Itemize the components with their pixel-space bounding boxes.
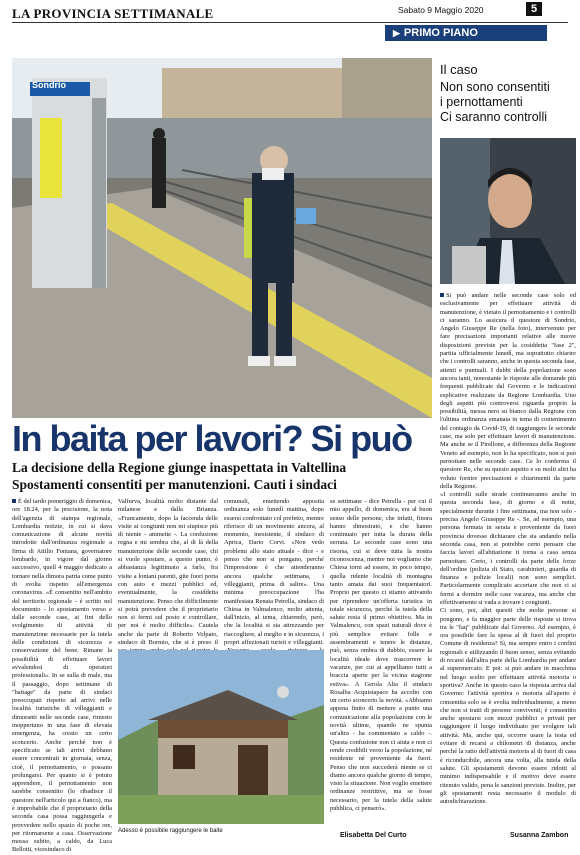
headline: In baita per lavori? Si può (12, 418, 412, 459)
baita-photo (118, 650, 324, 824)
station-sign: Sondrio (32, 80, 66, 90)
sidebar-title-line: i pernottamenti (440, 95, 523, 109)
sidebar-body (440, 292, 576, 832)
arrow-right-icon: ▶ (393, 28, 400, 38)
sidebar-paragraph: Ci sono, poi, altri quesiti che molte persone si pongono, e fa maggior parte delle risposte si trova tra le "faq" pubblicate dal Governo. Ad esempio, è ora possibile fare la spesa al di fuori del proprio Comune di residenza? Sì, ma sempre entro i confini regionali e utilizzando il buon senso, senza evitando di recarsi dall'altra parte della Lombardia per andare al supermercato. E poi: si può andare in macchina nel luogo scelto per effettuare attività motoria o sportiva? Anche in questo caso la risposta arriva dal Governo: l'attività sportiva o motoria all'aperto è consentita solo se è svolta individualmente, a meno che non si tratti di persone conviventi; è consentito anche spostarsi con mezzi pubblici o privati per raggiungere il luogo individuato per svolgere tali attività. Ma, anche qui, occorre usare la testa ed evitare di recarsi a chilometri di distanza, anche perché la ratio dell'attività motoria al di fuori di casa è riconducibile, ancora una volta, alla tutela della salute. Gli spostamenti devono essere ridotti al minimo indispensabile e il motivo deve essere ritenuto valido, pena le sanzioni previste. Inoltre, per gli spostamenti resta necessario il modulo di autodichiarazione. (440, 607, 576, 806)
station-scene (12, 58, 432, 418)
subhead-line: Spostamenti consentiti per manutenzioni. Cauti i sindaci (12, 477, 337, 492)
article-text: se settimane - dice Petrella - per cui il mio appello, di domenica, era al buon senso delle persone, che infatti, finora hanno dimostrato, e che hanno continuato per tutta la durata della serrata. Le seconde case sono una risorsa, cui si deve tutta la nostra riconoscenza, mentre noi vogliamo che Chiesa torni ad essere, in poco tempo, quella ridente località di montagna tanto amata dai suoi frequentatori. Proprio per questo ci stiamo attivando per riprendere un'offerta turistica in totale sicurezza, perché la tutela della salute resta il primo obiettivo. Ma in Valmalenco, con spazi naturali dove è più semplice evitare folle e assembramenti e tenere le distanze, può, senza ombra di dubbio, essere la località ideale dove trascorrere le vacanze, per cui ai appelliamo tutti a braccia aperte per la vicina stagione estiva». A Gerola Alta il sindaco Rosalba Acquistapace ha accolto con un certo sconcerto la novità. «Abbiamo appena finito di mettere a punto una comunicazione alla popolazione con le novità ultime, quando ne spunta un'altra - ha commentato a caldo -. Questa confusione non ci aiuta e non ci rende credibili verso la popolazione, né residente né proveniente da fuori. Penso che non succederà niente se ci diamo ancora qualche giorno di tempo, visto la situazione. Non voglio emettere ordinanze restrittive, ma se fosse necessario, per la tutela della salute pubblica, ci penserò». (330, 498, 432, 812)
baita-scene (118, 650, 324, 824)
article-column-4 (330, 498, 432, 828)
sidebar-title-line: Non sono consentiti (440, 80, 550, 94)
questore-portrait (440, 138, 576, 284)
article-column-2 (118, 498, 218, 647)
article-signature: Elisabetta Del Curto (340, 832, 407, 839)
square-bullet-icon (440, 293, 444, 297)
masthead: LA PROVINCIA SETTIMANALE (12, 6, 214, 21)
article-column-1 (12, 498, 112, 854)
article-text: comunali, emettendo apposita ordinanza solo lunedì mattina, dopo essersi confrontato col prefetto, mentre riferisce di un movimento ancora, al momento, inesistente, il sindaco di Aprica, Dario Corvi. «Non vedo problemi allo stato attuale - dice - e penso che non si pongano, perché l'impressione è che attenderanno ancora qualche settimana, i villeggianti, prima di salire». Una minima preoccupazione l'ha manifestata Renata Petrella, sindaco di Chiesa in Valmalenco, molto attenta, dall'inizio, al tema, chiarendo, però, che la località si sta attrezzando per riaccogliere, al meglio e in sicurezza, i propri affezionati turisti e villeggianti. (224, 498, 324, 647)
article-text: Valfurva, località molto distante dal milanese e dalla Brianza. «Francamente, dopo la faccenda delle visite ai congiunti non mi stupisce più di niente - ammette -. La confusione regna e mi sembra che, al di là della manutenzione delle seconde case, chi si vuole spostare, a questo punto, è abbastanza legittimato a farlo, fra visite a lontani parenti, gite fuori porta con auto e mezzi pubblici ed, eventualmente, la cosiddetta manutenzione. Penso che difficilmente si potrà prevedere che il proprietario non si fermi sul posto e controllare, per noi è molto difficile». Cautela anche da parte di Roberto Volpato, sindaco di Bormio, che si è preso il (118, 498, 218, 647)
page-number: 5 (526, 2, 542, 16)
section-bar (385, 25, 547, 41)
sidebar-paragraph-text: Si può andare nelle seconde case solo ed esclusivamente per effettuare attività di manutenzione, è vietato il pernottamento e i controlli ci saranno. Lo assicura il questore di Sondrio, Angelo Giuseppe Re (nella foto), intervenuto per fare precisazioni importanti relative alle nuove disposizioni previste per la cosiddetta "fase 2", partita ufficialmente lunedì, ma soprattutto chiarire che i controlli saranno, anche in questa seconda fase, attenti e puntuali. I dubbi della popolazione sono ancora tanti, nonostante le risposte alle domande più frequenti pubblicate dal Governo e le indicazioni esplicative realizzate da Regione Lombardia. Uno degli aspetti più controversi riguarda proprio la possibilità, messa nero su bianco dalla Regione con l'ultima ordinanza emanata in tema di contenimento del contagio da Covid-19, di raggiungere le seconde case, ma solo per effettuare lavori di manutenzione. Ma anche se il Pirellone, a differenza della Regione Veneto ad esempio, non lo ha specificato, non si può pernottare nelle seconde case. Ce lo conferma il questore Re, che su questo aspetto e su molti altri ha voluto fornire precisazioni e chiarimenti da parte della Regione. (440, 292, 576, 490)
header-rule (12, 22, 568, 23)
sidebar-paragraph (440, 292, 576, 491)
section-label: PRIMO PIANO (403, 27, 478, 39)
sidebar-signature: Susanna Zambon (510, 832, 569, 839)
article-text: È del tardo pomeriggio di domenica, ore 18.24, per la precisione, la nota dell'agenzia di stampa regionale, Lombardia notizie, in cui si dava comunicazione di alcune novità introdotte dall'ordinanza regionale a firma di Attilio Fontana, governatore lombardo, in vigore dal giorno successivo, quell 4 maggio dedicato a tornare nella dimora patria come punto di svolta rispetto all'emergenza coronavirus. «È consentito nell'ambito del territorio regionale - è scritto nel documento - lo spostamento verso e dalle seconde case, ai fini dello svolgimento di attività di manutenzione necessarie per la tutela delle condizioni di sicurezza e conservazione del bene. Rimane la possibilità di effettuare lavori avvalendosi di operatori professionali». In se sulla di male, ma il passaggio, dopo settimane di "battage" da parte di sindaci preoccupati rispetto ad arrivi nelle località turistiche di villeggianti e dimoranti nelle seconde case, rimesto inoppertuno in una fase di elevata emergenza, ha creato un certo sconcerto. Anche perché non è specificato se tali arrivi debbano essere concentrati in giornata, senza, cioè, il pernottamento, o possano prolungarsi. Per quanto si è potuto apprendere, il pernottamento non sarebbe consentito (lo ribadisce il questore nell'articolo qui a fianco), ma è improbabile che il proprietario della seconda casa possa raggiungerla e provvedere nello spazio di poche ore, per ritornarsene a casa. Osservazione mossa subito, a caldo, da Luca Bellotti, vicesindaco di (12, 498, 112, 854)
sidebar-title (440, 80, 576, 125)
issue-date: Sabato 9 Maggio 2020 (398, 5, 484, 15)
subhead (12, 459, 432, 493)
sidebar-kicker: Il caso (440, 62, 478, 77)
sidebar-title-line: Ci saranno controlli (440, 110, 547, 124)
photo-caption: Adesso è possibile raggiungere le baite (118, 828, 223, 834)
subhead-line: La decisione della Regione giunge inaspettata in Valtellina (12, 460, 347, 475)
main-photo (12, 58, 432, 418)
sidebar-paragraph: «I controlli sulle strade continueranno anche in questa seconda fase, di giorno e di notte, specialmente durante i fine settimana, ma non solo - precisa Angelo Giuseppe Re -. Se, ad esempio, una persona fermata in serata e proveniente da fuori provincia dovesse dichiarare che sta andando nella seconda casa, non si potrebbe certo pensare che faccia lavori all'abitazione ti torna a casa senza pernottare. Certo, i controlli da parte delle forze dell'ordine (polizia di Stato, carabinieri, guardia di finanza e polizie locali) non sono semplici. Particolarmente complicato accertare che non ci si fermi a dormire nelle case vacanza, ma anche che effettivamente si vada a trovare i congiunti. (440, 491, 576, 606)
square-bullet-icon (12, 499, 16, 503)
portrait-image (440, 138, 576, 284)
article-column-3 (224, 498, 324, 647)
